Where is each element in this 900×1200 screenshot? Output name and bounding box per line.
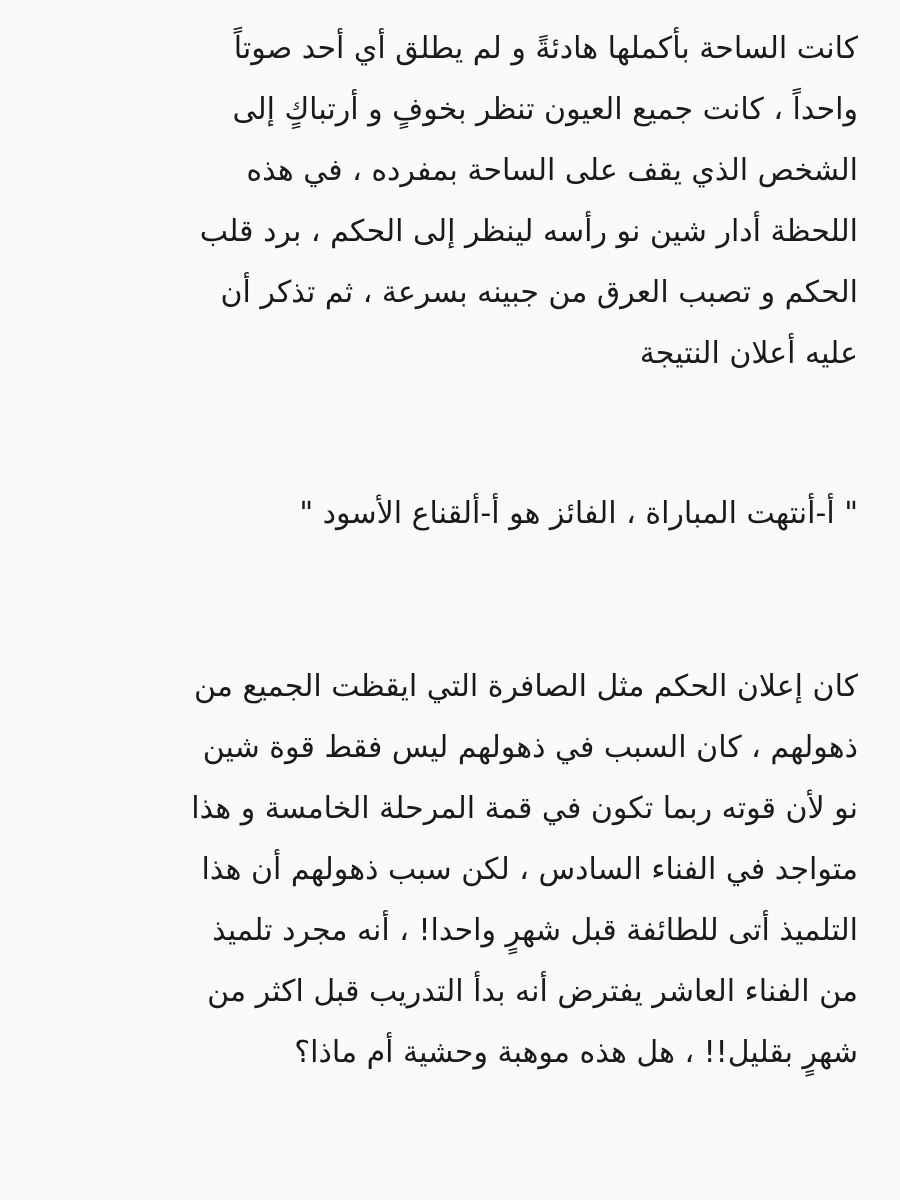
paragraph-2-line: كان إعلان الحكم مثل الصافرة التي ايقظت الجميع من <box>194 669 858 704</box>
paragraph-1-line: واحداً ، كانت جميع العيون تنظر بخوفٍ و أرتباكٍ إلى <box>232 92 858 127</box>
paragraph-1-line: الشخص الذي يقف على الساحة بمفرده ، في هذه <box>246 153 858 188</box>
paragraph-2-line: نو لأن قوته ربما تكون في قمة المرحلة الخامسة و هذا <box>191 791 858 826</box>
paragraph-1-line: اللحظة أدار شين نو رأسه لينظر إلى الحكم ، برد قلب <box>199 214 858 249</box>
paragraph-1-line: كانت الساحة بأكملها هادئةً و لم يطلق أي أحد صوتاً <box>233 31 858 66</box>
paragraph-2 <box>56 656 858 1083</box>
paragraph-1-line: الحكم و تصبب العرق من جبينه بسرعة ، ثم تذكر أن <box>220 275 858 310</box>
quote-line: " أ-أنتهت المباراة ، الفائز هو أ-ألقناع الأسود " <box>299 496 858 531</box>
paragraph-2-line: متواجد في الفناء السادس ، لكن سبب ذهولهم أن هذا <box>201 852 858 887</box>
paragraph-1-line: عليه أعلان النتيجة <box>639 336 858 371</box>
paragraph-2-line: التلميذ أتى للطائفة قبل شهرٍ واحدا! ، أنه مجرد تلميذ <box>212 913 858 948</box>
paragraph-1 <box>56 18 858 384</box>
dialogue-quote <box>56 483 858 544</box>
paragraph-2-line: ذهولهم ، كان السبب في ذهولهم ليس فقط قوة شين <box>202 730 858 765</box>
paragraph-2-line: شهرٍ بقليل!! ، هل هذه موهبة وحشية أم ماذا؟ <box>294 1035 858 1070</box>
paragraph-2-line: من الفناء العاشر يفترض أنه بدأ التدريب قبل اكثر من <box>207 974 858 1009</box>
